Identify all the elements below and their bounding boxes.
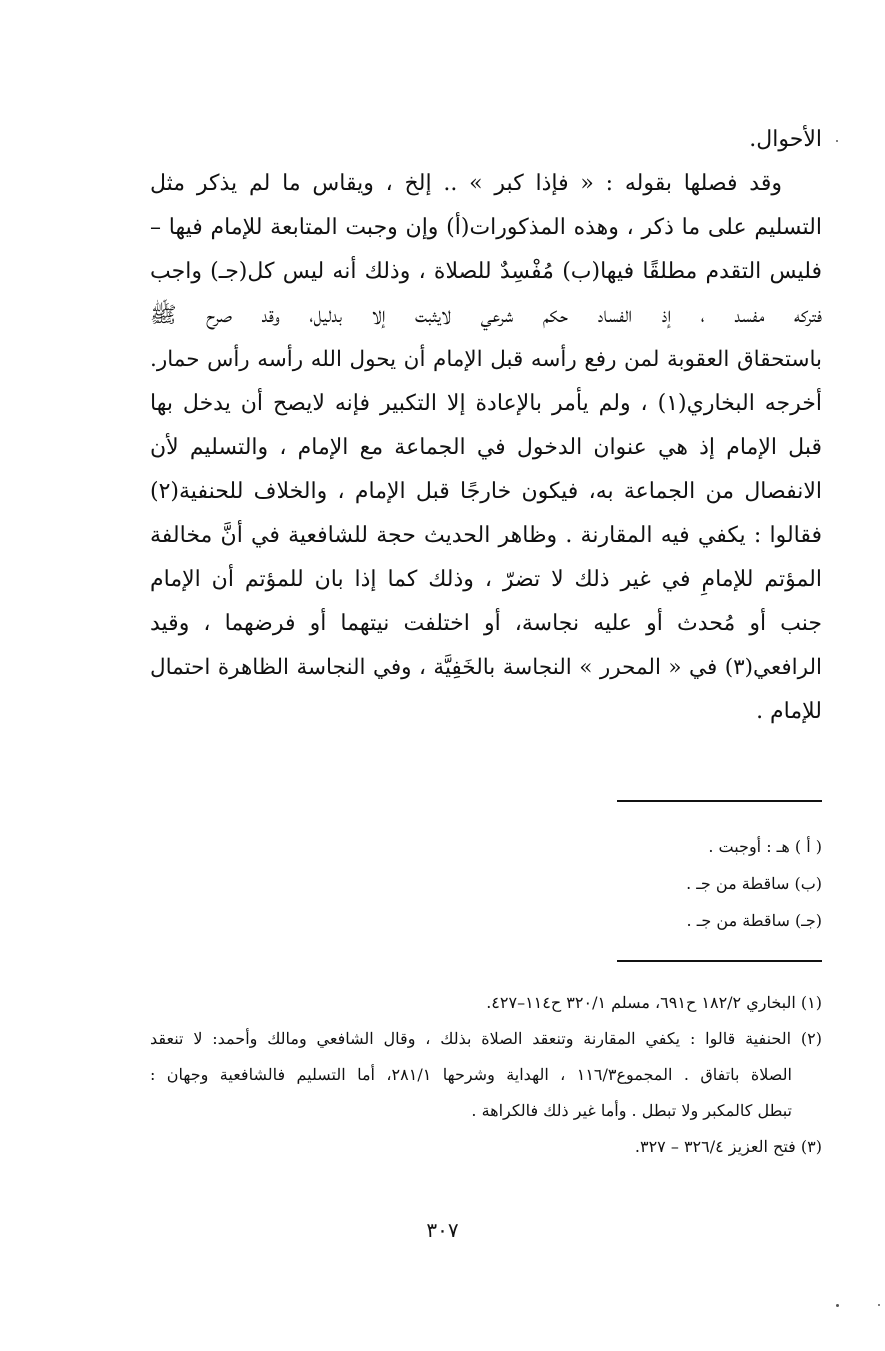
scan-speck bbox=[836, 140, 838, 142]
source-footnotes bbox=[150, 985, 822, 1165]
footnote-divider bbox=[617, 800, 822, 802]
source-note: (١) البخاري ١٨٢/٢ ح٦٩١، مسلم ٣٢٠/١ ح١١٤–٤٢٧. bbox=[486, 993, 822, 1012]
text-line: جنب أو مُحدث أو عليه نجاسة، أو اختلفت نيتهما أو فرضهما ، وقيد bbox=[150, 611, 822, 636]
scan-speck bbox=[836, 1304, 839, 1307]
text-line: باستحقاق العقوبة لمن رفع رأسه قبل الإمام أن يحول الله رأسه رأس حمار. bbox=[150, 347, 822, 372]
source-note-continuation: تبطل كالمكبر ولا تبطل . وأما غير ذلك فالكراهة . bbox=[471, 1101, 792, 1120]
source-note-continuation: الصلاة باتفاق . المجموع١١٦/٣ ، الهداية وشرحها ٢٨١/١، أما التسليم فالشافعية وجهان : bbox=[150, 1065, 792, 1084]
variant-note: (ب) ساقطة من جـ . bbox=[686, 874, 822, 893]
text-line: الرافعي(٣) في « المحرر » النجاسة بالخَفِيَّة ، وفي النجاسة الظاهرة احتمال bbox=[150, 655, 822, 680]
variant-note: ( أ ) هـ : أوجبت . bbox=[708, 837, 822, 856]
text-line: أخرجه البخاري(١) ، ولم يأمر بالإعادة إلا التكبير فإنه لايصح أن يدخل بها bbox=[150, 391, 822, 416]
text-line: التسليم على ما ذكر ، وهذه المذكورات(أ) وإن وجبت المتابعة للإمام فيها – bbox=[150, 215, 822, 240]
scan-speck bbox=[878, 1304, 880, 1306]
text-line: المؤتم للإمامِ في غير ذلك لا تضرّ ، وذلك كما إذا بان للمؤتم أن الإمام bbox=[150, 567, 822, 592]
text-line: قبل الإمام إذ هي عنوان الدخول في الجماعة مع الإمام ، والتسليم لأن bbox=[150, 435, 822, 460]
text-line: فليس التقدم مطلقًا فيها(ب) مُفْسِدٌ للصلاة ، وذلك أنه ليس كل(جـ) واجب bbox=[150, 259, 822, 284]
text-line: الأحوال. bbox=[749, 127, 822, 152]
text-line: فتركه مفسد ، إذ الفساد حكم شرعي لايثبت إلا بدليل، وقد صرح ﷺ bbox=[150, 303, 822, 328]
text-line: للإمام . bbox=[756, 699, 822, 724]
source-note: (٢) الحنفية قالوا : يكفي المقارنة وتنعقد الصلاة بذلك ، وقال الشافعي ومالك وأحمد: لا تنعقد bbox=[150, 1029, 822, 1048]
variant-note: (جـ) ساقطة من جـ . bbox=[686, 911, 822, 930]
page-number: ٣٠٧ bbox=[426, 1218, 459, 1242]
main-text-body bbox=[150, 118, 822, 734]
source-note: (٣) فتح العزيز ٣٢٦/٤ – ٣٢٧. bbox=[634, 1137, 822, 1156]
footnote-divider bbox=[617, 960, 822, 962]
text-line: الانفصال من الجماعة به، فيكون خارجًا قبل الإمام ، والخلاف للحنفية(٢) bbox=[150, 479, 822, 504]
text-line: وقد فصلها بقوله : « فإذا كبر » .. إلخ ، ويقاس ما لم يذكر مثل bbox=[150, 171, 782, 196]
variant-footnotes bbox=[522, 828, 822, 939]
text-line: فقالوا : يكفي فيه المقارنة . وظاهر الحديث حجة للشافعية في أنَّ مخالفة bbox=[150, 523, 822, 548]
